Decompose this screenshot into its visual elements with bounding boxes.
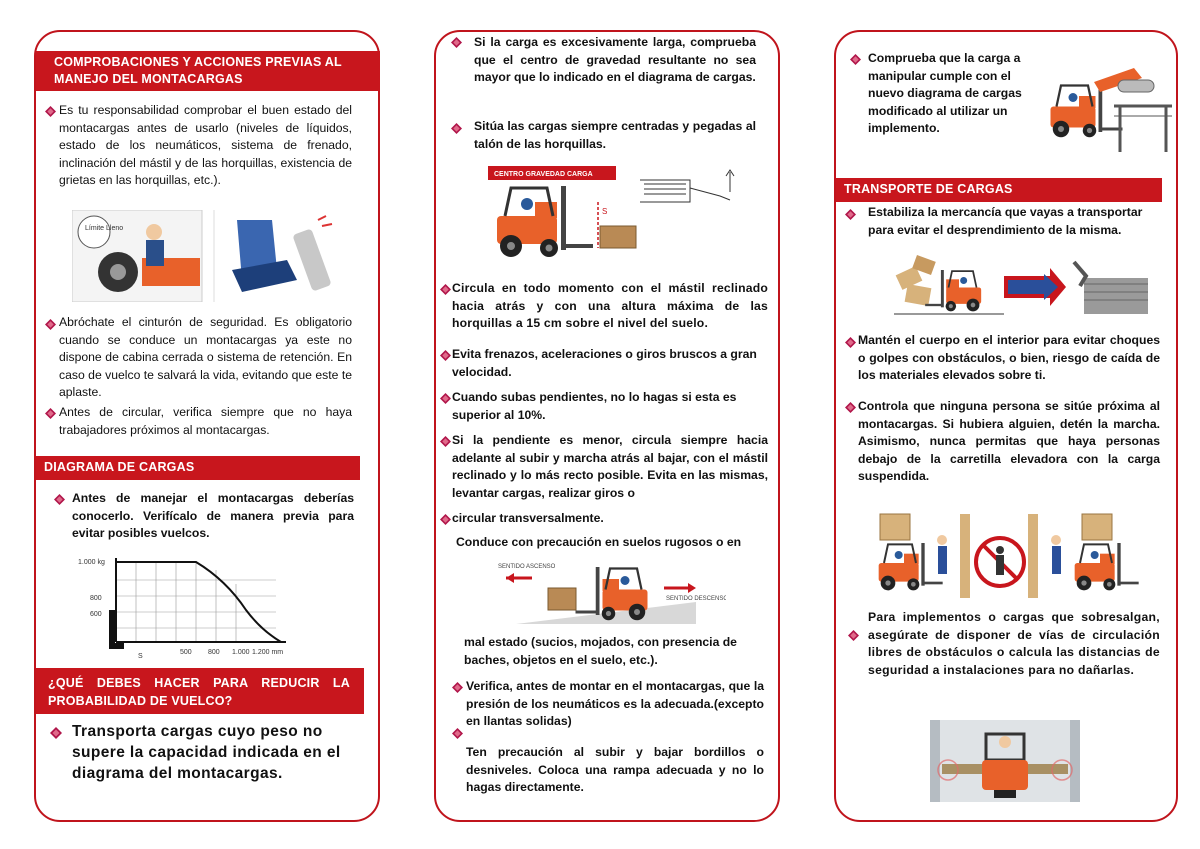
bullet-icon xyxy=(452,682,463,693)
avoid-braking-text: Evita frenazos, aceleraciones o giros bruscos a gran velocidad. xyxy=(452,347,757,379)
mast-reclined-text: Circula en todo momento con el mástil reclinado hacia atrás y con una altura máxima de las horquillas a 15 cm sobre el nivel del suelo. xyxy=(452,281,768,330)
capacity-text: Transporta cargas cuyo peso no supere la capacidad indicada en el diagrama del montacargas. xyxy=(72,723,341,782)
body-inside-text: Mantén el cuerpo en el interior para evitar choques o golpes con obstáculos, o bien, riesgo de caída de los materiales elevados sobre ti. xyxy=(858,333,1160,382)
panel-checks xyxy=(34,30,380,822)
ascent-label: SENTIDO ASCENSO xyxy=(498,564,556,570)
bullet-icon xyxy=(440,436,451,447)
bullet-icon xyxy=(50,727,61,738)
no-workers-text: Antes de circular, verifica siempre que no haya trabajadores próximos al montacargas. xyxy=(59,405,352,437)
slopes-text: Cuando subas pendientes, no lo hagas si esta es superior al 10%. xyxy=(452,390,737,422)
panel-transport xyxy=(834,30,1178,822)
stabilize-text: Estabiliza la mercancía que vayas a transportar para evitar el desprendimiento de la misma. xyxy=(868,205,1143,237)
dim-s: S xyxy=(602,207,608,216)
x-label-500: 500 xyxy=(180,649,192,656)
transversal-text: circular transversalmente. xyxy=(452,511,604,525)
know-diagram-text: Antes de manejar el montacargas deberías conocerlo. Verifícalo de manera previa para evitar posibles vuelcos. xyxy=(72,491,354,540)
bullet-icon xyxy=(54,494,65,505)
gauge-label: Límite Lleno xyxy=(85,225,124,232)
attachment-forklift-illustration xyxy=(1034,66,1174,156)
protruding-loads-text: Para implementos o cargas que sobresalgan, asegúrate de disponer de vías de circulación libres de obstáculos o calcula las distancias de seguridad a instalaciones para no dañarlas. xyxy=(868,610,1160,677)
panel-driving xyxy=(434,30,780,822)
bullet-icon xyxy=(440,393,451,404)
bullet-icon xyxy=(45,106,56,117)
centered-load-text: Sitúa las cargas siempre centradas y pegadas al talón de las horquillas. xyxy=(474,119,756,151)
rough-floor-text: Conduce con precaución en suelos rugosos o en xyxy=(456,535,742,549)
dim-label: S xyxy=(138,653,143,660)
header-rollover: ¿QUÉ DEBES HACER PARA REDUCIR LA PROBABILIDAD DE VUELCO? xyxy=(36,668,364,714)
bullet-icon xyxy=(845,402,856,413)
bullet-icon xyxy=(45,408,56,419)
header-load-diagram: DIAGRAMA DE CARGAS xyxy=(36,456,360,480)
long-load-text: Si la carga es excesivamente larga, comprueba que el centro de gravedad resultante no sea mayor que lo indicado en el diagrama de cargas. xyxy=(474,35,756,84)
inspection-illustration xyxy=(72,210,356,302)
cg-banner: CENTRO GRAVEDAD CARGA xyxy=(494,171,593,178)
distance-illustration xyxy=(930,720,1080,802)
bullet-icon xyxy=(850,54,861,65)
bullet-icon xyxy=(45,319,56,330)
x-label-1200: 1.200 mm xyxy=(252,649,284,656)
bullet-icon xyxy=(440,284,451,295)
lesser-slope-text: Si la pendiente es menor, circula siempre hacia adelante al subir y marcha atrás al bajar, con el mástil reclinado y lo más recto posible. Evita en las mismas, levantar cargas, realizar giros o xyxy=(452,433,768,500)
bad-condition-text: mal estado (sucios, mojados, con presencia de baches, objetos en el suelo, etc.). xyxy=(464,635,737,667)
stabilize-illustration xyxy=(894,252,1154,322)
bullet-icon xyxy=(845,337,856,348)
y-label-1000: 1.000 kg xyxy=(78,559,105,566)
bullet-icon xyxy=(848,630,859,641)
bullet-icon xyxy=(845,209,856,220)
header-previous-checks: COMPROBACIONES Y ACCIONES PREVIAS AL MANEJO DEL MONTACARGAS xyxy=(36,51,380,91)
y-label-600: 600 xyxy=(90,611,102,618)
attachment-diagram-text: Comprueba que la carga a manipular cumple con el nuevo diagrama de cargas modificado al utilizar un implemento. xyxy=(868,51,1022,135)
bullet-icon xyxy=(452,728,463,739)
bullet-icon xyxy=(451,37,462,48)
descent-label: SENTIDO DESCENSO xyxy=(666,596,726,602)
tyre-pressure-text: Verifica, antes de montar en el montacargas, que la presión de los neumáticos es la adecuada.(excepto en llantas solidas) xyxy=(466,679,764,728)
seatbelt-text: Abróchate el cinturón de seguridad. Es obligatorio cuando se conduce un montacargas ya este no dispone de cabina cerrada o sistema de retención. En caso de vuelco te salvará la vida, evitando que este te aplaste. xyxy=(59,315,352,399)
check-condition-text: Es tu responsabilidad comprobar el buen estado del montacargas antes de usarlo (niveles de líquidos, estado de los neumáticos, sistema de frenado, inclinación del mástil y de las horquillas, existencia de grietas en las horquillas, etc.). xyxy=(59,103,352,187)
bullet-icon xyxy=(451,123,462,134)
people-safety-illustration xyxy=(860,510,1140,602)
kerbs-text: Ten precaución al subir y bajar bordillos o desniveles. Coloca una rampa adecuada y no lo hagas directamente. xyxy=(466,745,764,794)
x-label-800: 800 xyxy=(208,649,220,656)
header-transport: TRANSPORTE DE CARGAS xyxy=(836,178,1162,202)
bullet-icon xyxy=(440,350,451,361)
x-label-1000: 1.000 xyxy=(232,649,250,656)
no-people-text: Controla que ninguna persona se sitúe próxima al montacargas. Si hubiera alguien, detén la marcha. Asimismo, nunca permitas que haya personas debajo de la carretilla elevadora con la carga suspendida. xyxy=(858,399,1160,483)
bullet-icon xyxy=(440,514,451,525)
y-label-800: 800 xyxy=(90,595,102,602)
slope-illustration xyxy=(496,558,726,628)
center-gravity-illustration xyxy=(460,162,750,262)
load-diagram-chart xyxy=(76,550,316,660)
